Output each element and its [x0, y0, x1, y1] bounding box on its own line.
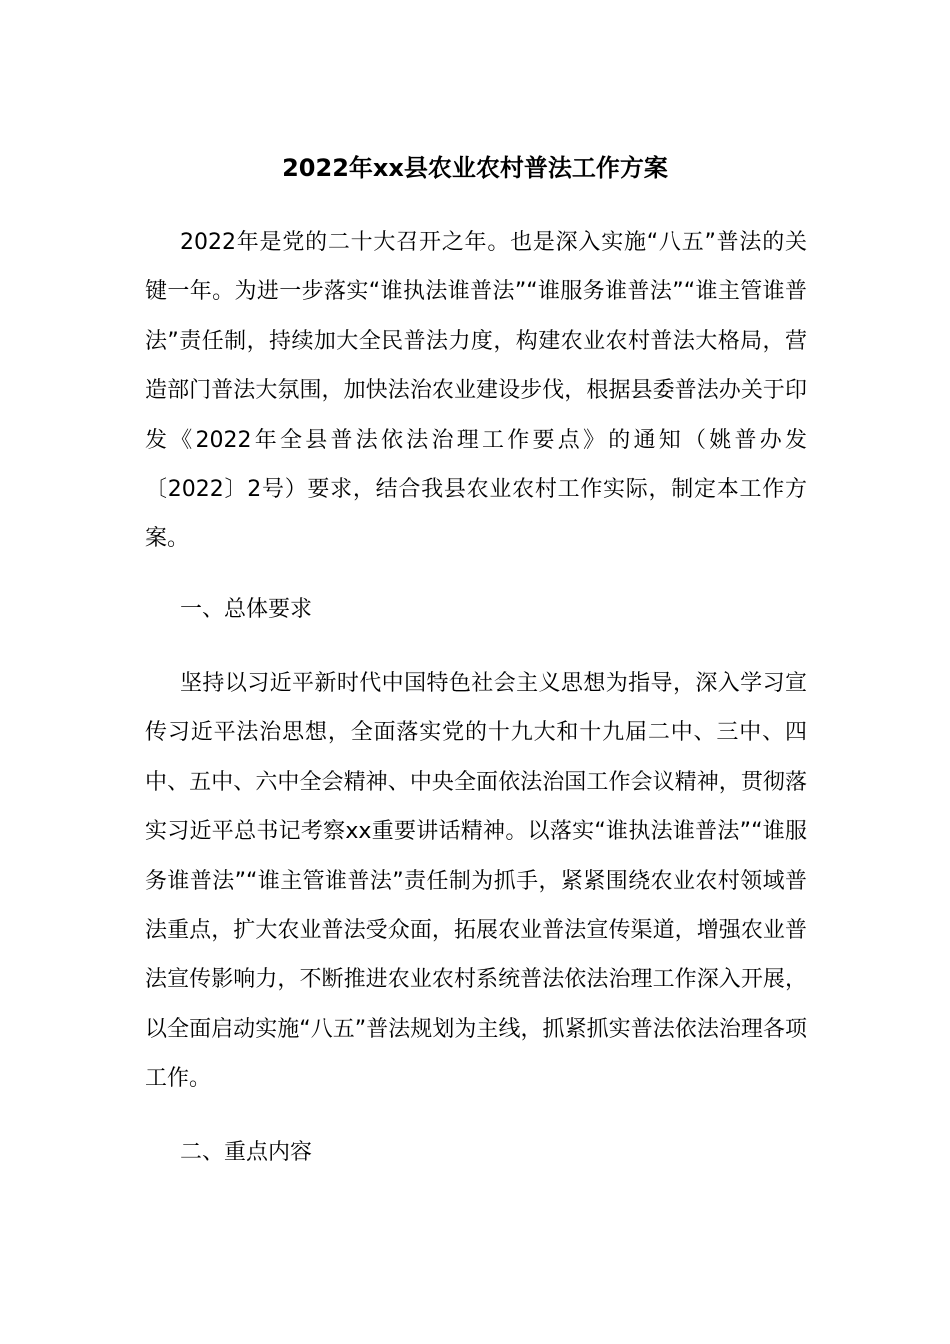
section-heading-overall-requirements: 一、总体要求	[180, 597, 313, 622]
section-heading-key-content: 二、重点内容	[180, 1140, 313, 1165]
intro-paragraph: 2022年是党的二十大召开之年。也是深入实施“八五”普法的关键一年。为进一步落实“谁执法谁普法”“谁服务谁普法”“谁主管谁普法”责任制，持续加大全民普法力度，构建农业农村普法大格局，营造部门普法大氛围，加快法治农业建设步伐，根据县委普法办关于印发《2022年全县普法依法治理工作要点》的通知（姚普办发〔2022〕2号）要求，结合我县农业农村工作实际，制定本工作方案。	[145, 230, 807, 552]
document-title: 2022年xx县农业农村普法工作方案	[282, 154, 668, 182]
overall-requirements-paragraph: 坚持以习近平新时代中国特色社会主义思想为指导，深入学习宣传习近平法治思想，全面落实党的十九大和十九届二中、三中、四中、五中、六中全会精神、中央全面依法治国工作会议精神，贯彻落实习近平总书记考察xx重要讲话精神。以落实“谁执法谁普法”“谁服务谁普法”“谁主管谁普法”责任制为抓手，紧紧围绕农业农村领域普法重点，扩大农业普法受众面，拓展农业普法宣传渠道，增强农业普法宣传影响力，不断推进农业农村系统普法依法治理工作深入开展，以全面启动实施“八五”普法规划为主线，抓紧抓实普法依法治理各项工作。	[145, 671, 807, 1092]
